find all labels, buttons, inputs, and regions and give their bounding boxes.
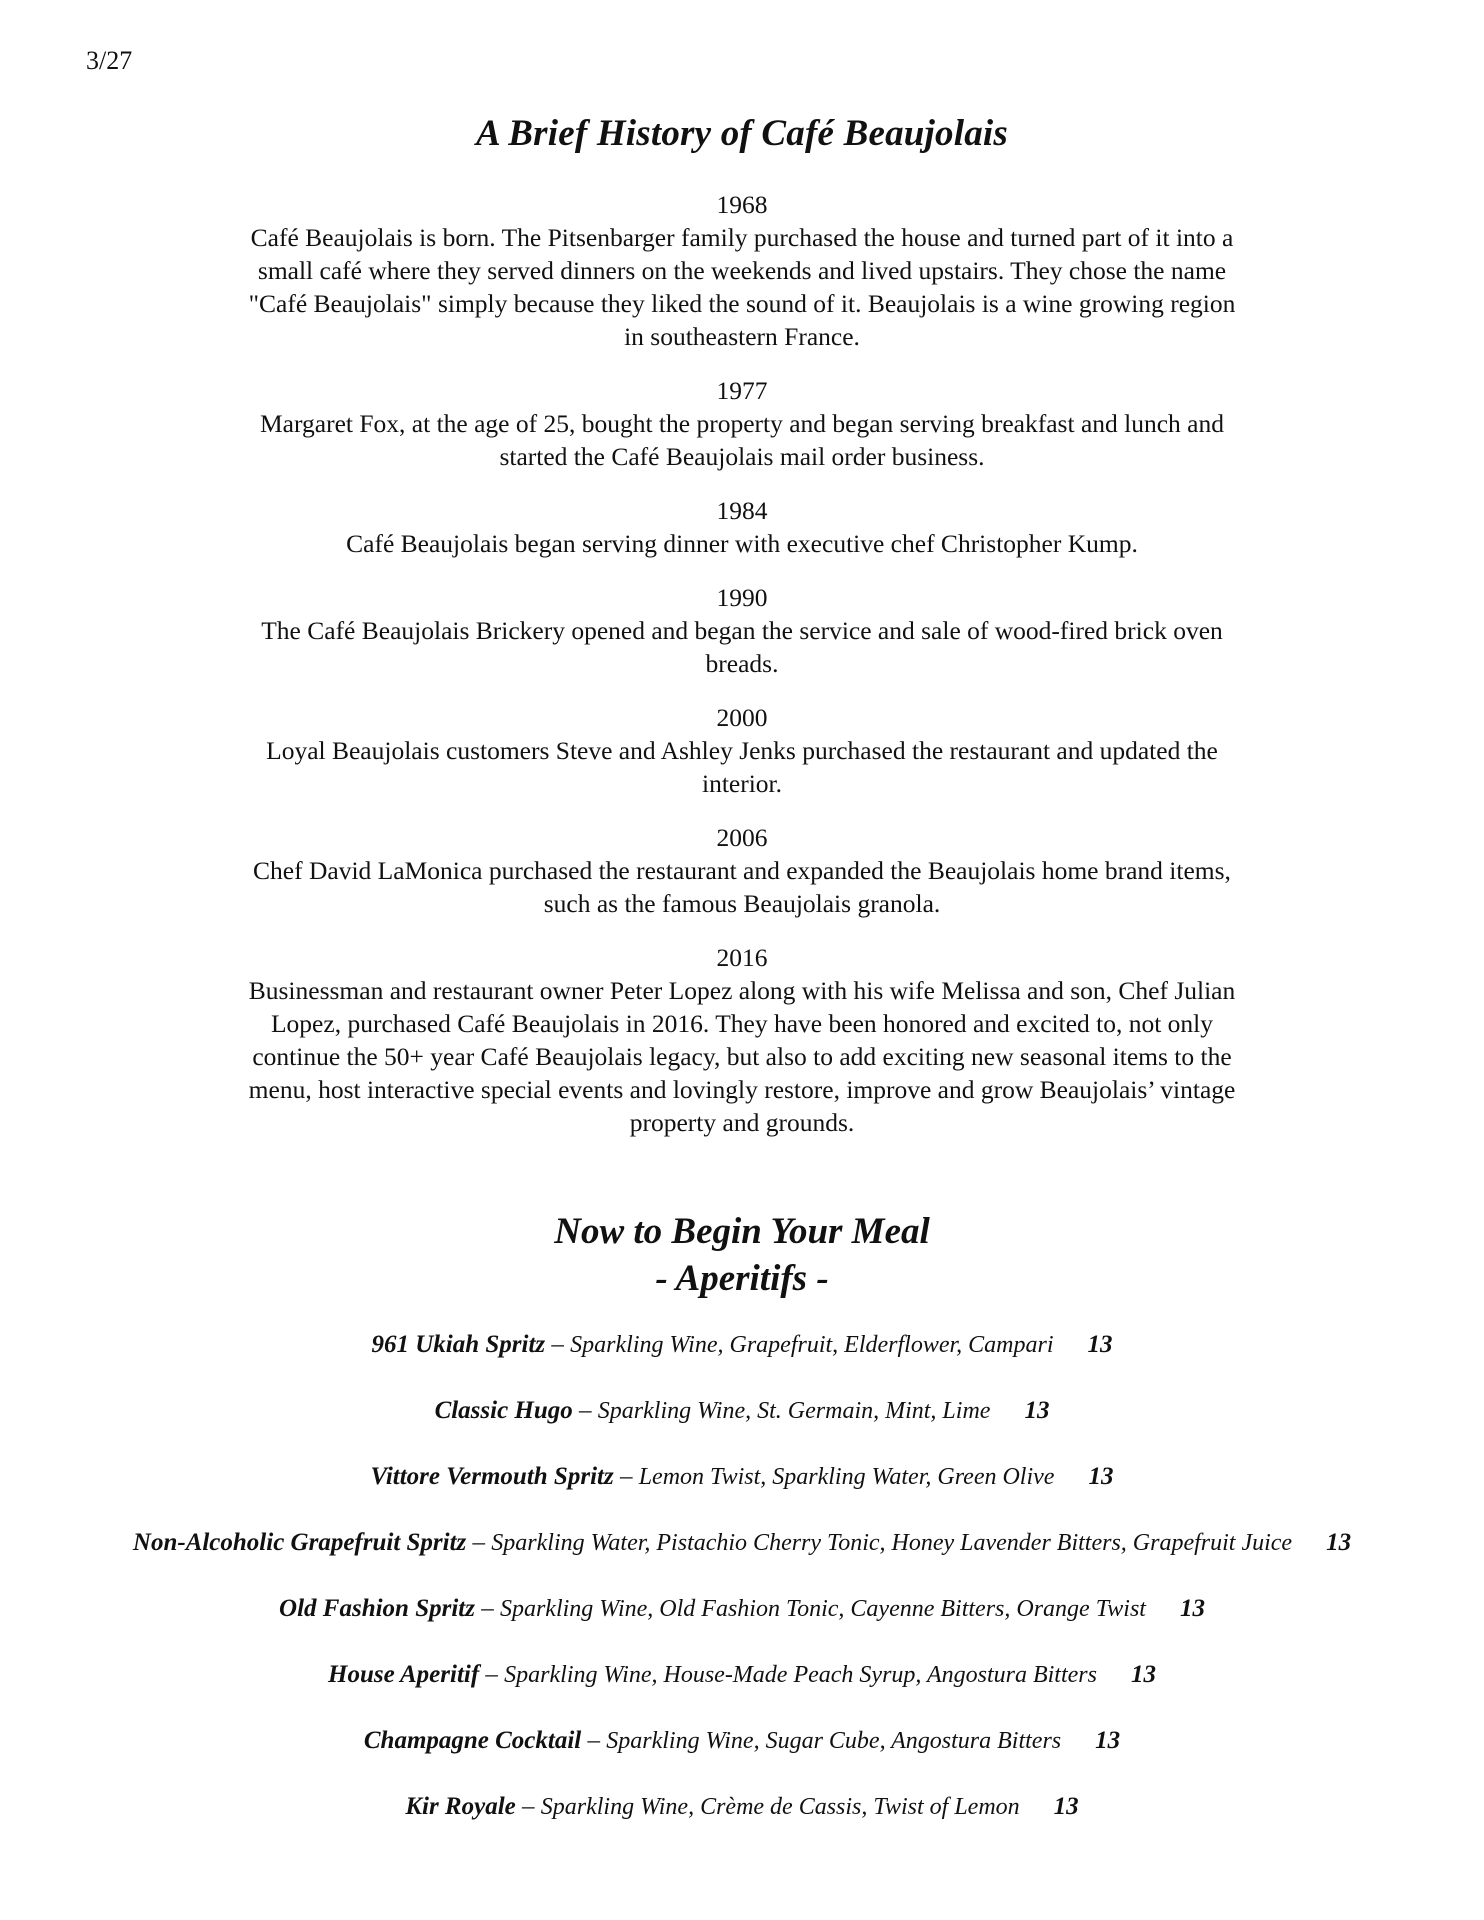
entry-text: Businessman and restaurant owner Peter Lopez along with his wife Melissa and son, Chef Julian Lopez, purchased Café Beaujolais in 2016. They have been honored and excited to, not only continue the 50+ year Café Beaujolais legacy, but also to add exciting new seasonal items to the menu, host interactive special events and lovingly restore, improve and grow Beaujolais’ vintage property and grounds. bbox=[248, 976, 1236, 1137]
page-date: 3/27 bbox=[86, 46, 133, 75]
entry-year: 1977 bbox=[716, 376, 768, 405]
history-entry-1984 bbox=[242, 494, 1242, 560]
entry-year: 2016 bbox=[716, 943, 768, 972]
entry-year: 1990 bbox=[716, 583, 768, 612]
item-separator: – bbox=[515, 1793, 541, 1820]
menu-item bbox=[0, 1594, 1484, 1660]
item-description: Sparkling Wine, House-Made Peach Syrup, Angostura Bitters bbox=[504, 1662, 1097, 1688]
history-entry-1990 bbox=[242, 581, 1242, 680]
entry-text: The Café Beaujolais Brickery opened and began the service and sale of wood-fired brick oven breads. bbox=[261, 616, 1223, 678]
history-timeline bbox=[242, 188, 1242, 1160]
meal-heading: Now to Begin Your Meal bbox=[554, 1211, 930, 1252]
item-description: Sparkling Wine, Crème de Cassis, Twist of Lemon bbox=[540, 1794, 1020, 1820]
item-separator: – bbox=[613, 1463, 639, 1490]
item-description: Sparkling Wine, Grapefruit, Elderflower, Campari bbox=[570, 1332, 1054, 1358]
item-separator: – bbox=[474, 1595, 500, 1622]
item-separator: – bbox=[466, 1529, 492, 1556]
menu-item bbox=[0, 1330, 1484, 1396]
history-entry-1977 bbox=[242, 374, 1242, 473]
item-price: 13 bbox=[1024, 1397, 1050, 1424]
entry-text: Margaret Fox, at the age of 25, bought the property and began serving breakfast and lunch and started the Café Beaujolais mail order business. bbox=[260, 409, 1224, 471]
item-price: 13 bbox=[1087, 1331, 1113, 1358]
item-name: House Aperitif bbox=[328, 1661, 480, 1688]
item-name: 961 Ukiah Spritz bbox=[371, 1331, 546, 1358]
item-name: Kir Royale bbox=[405, 1793, 516, 1820]
entry-text: Café Beaujolais began serving dinner with executive chef Christopher Kump. bbox=[346, 529, 1138, 558]
history-title: A Brief History of Café Beaujolais bbox=[475, 113, 1008, 154]
aperitifs-subheading: - Aperitifs - bbox=[655, 1258, 829, 1299]
entry-text: Chef David LaMonica purchased the restaurant and expanded the Beaujolais home brand items, such as the famous Beaujolais granola. bbox=[253, 856, 1231, 918]
item-separator: – bbox=[572, 1397, 598, 1424]
history-entry-2006 bbox=[242, 821, 1242, 920]
item-description: Sparkling Wine, Old Fashion Tonic, Cayenne Bitters, Orange Twist bbox=[499, 1596, 1146, 1622]
menu-item bbox=[0, 1528, 1484, 1594]
item-price: 13 bbox=[1326, 1529, 1352, 1556]
item-name: Classic Hugo bbox=[434, 1397, 573, 1424]
item-price: 13 bbox=[1179, 1595, 1205, 1622]
item-description: Sparkling Wine, St. Germain, Mint, Lime bbox=[597, 1398, 991, 1424]
menu-item bbox=[0, 1396, 1484, 1462]
item-description: Lemon Twist, Sparkling Water, Green Olive bbox=[638, 1464, 1055, 1490]
item-price: 13 bbox=[1095, 1727, 1121, 1754]
entry-year: 2006 bbox=[716, 823, 768, 852]
menu-item bbox=[0, 1462, 1484, 1528]
item-price: 13 bbox=[1053, 1793, 1079, 1820]
history-entry-1968 bbox=[242, 188, 1242, 353]
aperitif-menu bbox=[0, 1330, 1484, 1858]
entry-text: Loyal Beaujolais customers Steve and Ashley Jenks purchased the restaurant and updated the interior. bbox=[266, 736, 1218, 798]
menu-item bbox=[0, 1792, 1484, 1858]
item-name: Non-Alcoholic Grapefruit Spritz bbox=[132, 1529, 467, 1556]
item-separator: – bbox=[545, 1331, 571, 1358]
entry-text: Café Beaujolais is born. The Pitsenbarger family purchased the house and turned part of it into a small café where they served dinners on the weekends and lived upstairs. They chose the name "Café Beaujolais" simply because they liked the sound of it. Beaujolais is a wine growing region in southeastern France. bbox=[248, 223, 1236, 351]
item-name: Vittore Vermouth Spritz bbox=[370, 1463, 614, 1490]
menu-item bbox=[0, 1726, 1484, 1792]
meal-heading-block bbox=[0, 1208, 1484, 1302]
history-entry-2016 bbox=[242, 941, 1242, 1139]
item-price: 13 bbox=[1130, 1661, 1156, 1688]
item-price: 13 bbox=[1088, 1463, 1114, 1490]
entry-year: 1984 bbox=[716, 496, 768, 525]
history-entry-2000 bbox=[242, 701, 1242, 800]
item-description: Sparkling Wine, Sugar Cube, Angostura Bitters bbox=[606, 1728, 1062, 1754]
item-description: Sparkling Water, Pistachio Cherry Tonic, Honey Lavender Bitters, Grapefruit Juice bbox=[491, 1530, 1293, 1556]
item-name: Champagne Cocktail bbox=[363, 1727, 582, 1754]
item-name: Old Fashion Spritz bbox=[279, 1595, 475, 1622]
entry-year: 2000 bbox=[716, 703, 768, 732]
menu-item bbox=[0, 1660, 1484, 1726]
entry-year: 1968 bbox=[716, 190, 768, 219]
item-separator: – bbox=[581, 1727, 607, 1754]
item-separator: – bbox=[479, 1661, 505, 1688]
